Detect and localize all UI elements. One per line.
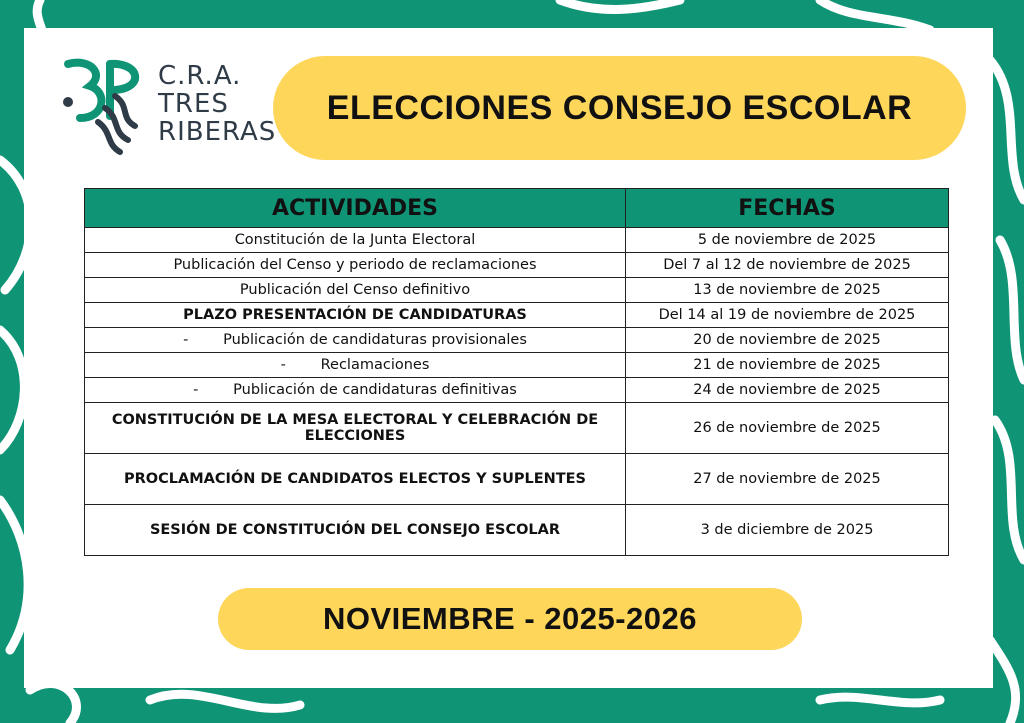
activity-text: Publicación de candidaturas definitivas: [233, 382, 517, 398]
table-row: [85, 403, 949, 454]
activity-cell: PLAZO PRESENTACIÓN DE CANDIDATURAS: [85, 303, 626, 328]
activity-cell: Constitución de la Junta Electoral: [85, 228, 626, 253]
date-cell: 13 de noviembre de 2025: [626, 278, 949, 303]
title-banner: [273, 56, 966, 160]
logo-text: [158, 62, 276, 146]
bullet-dash: -: [280, 357, 286, 373]
date-cell: 5 de noviembre de 2025: [626, 228, 949, 253]
footer-text: NOVIEMBRE - 2025-2026: [322, 601, 698, 636]
header-activities: ACTIVIDADES: [85, 189, 626, 228]
date-cell: 3 de diciembre de 2025: [626, 505, 949, 556]
table-row: [85, 328, 949, 353]
page-title: ELECCIONES CONSEJO ESCOLAR: [326, 88, 913, 127]
table-header-row: [85, 189, 949, 228]
logo-line-2: TRES: [158, 89, 229, 119]
activity-text: Reclamaciones: [320, 357, 430, 373]
bullet-dash: -: [183, 332, 189, 348]
logo-line-1: C.R.A.: [158, 61, 242, 91]
header-dates: FECHAS: [626, 189, 949, 228]
date-cell: 20 de noviembre de 2025: [626, 328, 949, 353]
table-row: [85, 454, 949, 505]
activity-cell: [85, 328, 626, 353]
activity-cell: SESIÓN DE CONSTITUCIÓN DEL CONSEJO ESCOLAR: [85, 505, 626, 556]
date-cell: 26 de noviembre de 2025: [626, 403, 949, 454]
table-row: [85, 228, 949, 253]
date-cell: Del 14 al 19 de noviembre de 2025: [626, 303, 949, 328]
table-row: [85, 378, 949, 403]
date-cell: 27 de noviembre de 2025: [626, 454, 949, 505]
activity-cell: PROCLAMACIÓN DE CANDIDATOS ELECTOS Y SUPLENTES: [85, 454, 626, 505]
table-row: [85, 353, 949, 378]
activity-text: Publicación de candidaturas provisionales: [223, 332, 527, 348]
schedule-table: [84, 188, 949, 556]
table-row: [85, 505, 949, 556]
activity-cell: CONSTITUCIÓN DE LA MESA ELECTORAL Y CELEBRACIÓN DE ELECCIONES: [85, 403, 626, 454]
activity-cell: [85, 353, 626, 378]
bullet-dash: -: [193, 382, 199, 398]
table-row: [85, 278, 949, 303]
footer-banner: [218, 588, 802, 650]
table-row: [85, 303, 949, 328]
table-row: [85, 253, 949, 278]
activity-cell: [85, 378, 626, 403]
activity-cell: Publicación del Censo y periodo de reclamaciones: [85, 253, 626, 278]
date-cell: Del 7 al 12 de noviembre de 2025: [626, 253, 949, 278]
activity-cell: Publicación del Censo definitivo: [85, 278, 626, 303]
date-cell: 21 de noviembre de 2025: [626, 353, 949, 378]
logo-line-3: RIBERAS: [158, 117, 277, 147]
date-cell: 24 de noviembre de 2025: [626, 378, 949, 403]
